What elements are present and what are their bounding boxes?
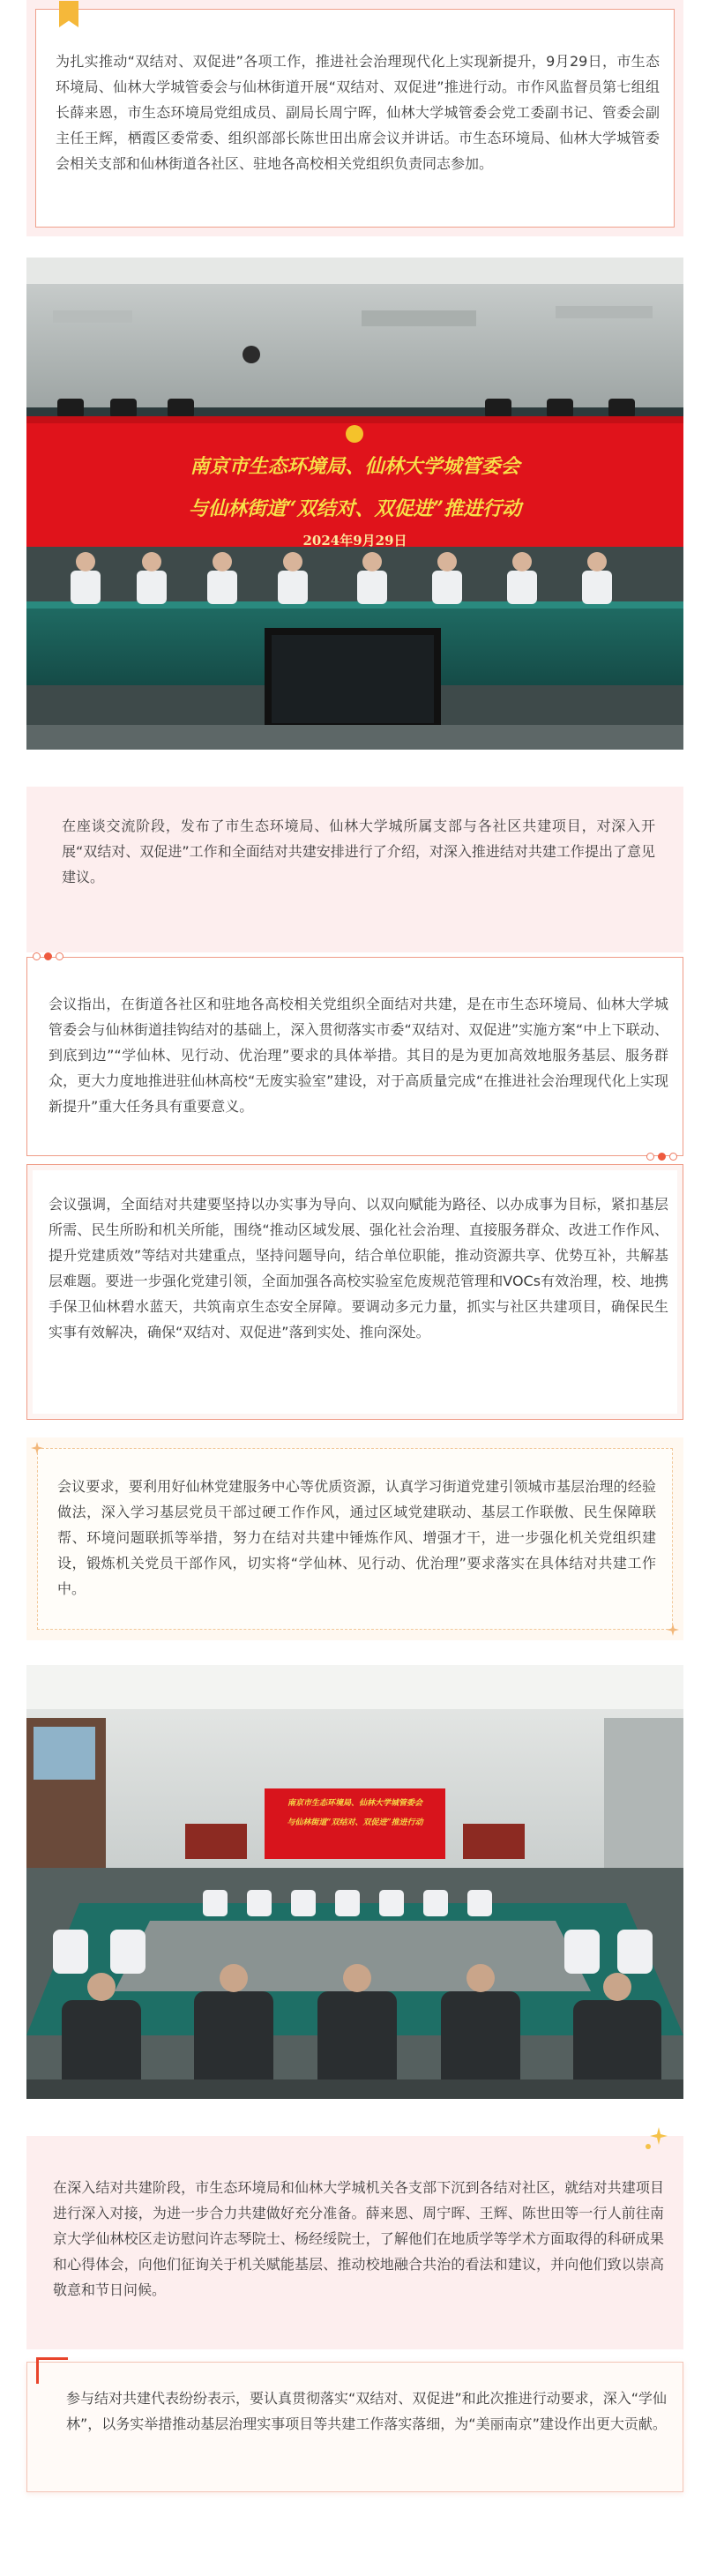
banner-line-1: 南京市生态环境局、仙林大学城管委会 [190,455,520,478]
corner-bracket-decoration [36,2357,68,2384]
bookmark-icon [59,1,78,27]
banner-line-2: 与仙林街道“双结对、双促进”推进行动 [188,497,522,520]
banner2-line-1: 南京市生态环境局、仙林大学城管委会 [287,1799,422,1808]
meeting-photo-2-scene [26,1665,683,2099]
intro-card [35,9,675,228]
banner-text-2 [265,1797,445,1829]
meeting-photo-1 [26,258,683,750]
meeting-emphasis-section [26,1164,683,1420]
intro-paragraph: 为扎实推动“双结对、双促进”各项工作，推进社会治理现代化上实现新提升，9月29日，市生态环境局、仙林大学城管委会与仙林街道开展“双结对、双促进”推进行动。市作风监督员第七组组长薛来恩，市生态环境局党组成员、副局长周宁晖，仙林大学城管委会党工委副书记、管委会副主任王辉，栖霞区委常委、组织部部长陈世田出席会议并讲话。市生态环境局、仙林大学城管委会相关支部和仙林街道各社区、驻地各高校相关党组织负责同志参加。 [56,53,660,172]
meeting-points-paragraph: 会议指出，在街道各社区和驻地各高校相关党组织全面结对共建，是在市生态环境局、仙林大学城管委会与仙林街道挂钩结对的基础上，深入贯彻落实市委“双结对、双促进”实施方案“中上下联动、到底到边”“学仙林、见行动、优治理”要求的具体举措。其目的是为更加高效地服务基层、服务群众，更大力度地推进驻仙林高校“无废实验室”建设，对于高质量完成“在推进社会治理现代化上实现新提升”重大任务具有重要意义。 [49,996,668,1115]
meeting-photo-2 [26,1665,683,2099]
sparkle-decoration-icon [641,2127,671,2152]
corner-star-icon [31,1442,43,1454]
banner-date: 2024年9月29日 [302,533,407,549]
requirements-card [37,1448,673,1630]
exchange-section [26,787,683,952]
exchange-paragraph: 在座谈交流阶段，发布了市生态环境局、仙林大学城所属支部与各社区共建项目，对深入开展“双结对、双促进”工作和全面结对共建安排进行了介绍，对深入推进结对共建工作提出了意见建议。 [62,818,655,885]
deep-partnership-paragraph: 在深入结对共建阶段，市生态环境局和仙林大学城机关各支部下沉到各结对社区，就结对共建项目进行深入对接，为进一步合力共建做好充分准备。薛来恩、周宁晖、王辉、陈世田等一行人前往南京大学仙林校区走访慰问许志琴院士、杨经绥院士，了解他们在地质学等学术方面取得的科研成果和心得体会，向他们征询关于机关赋能基层、推动校地融合共治的看法和建议，并向他们致以崇高敬意和节日问候。 [53,2179,664,2298]
banner-text-1 [26,453,683,554]
intro-section [26,0,683,236]
meeting-requirements-section [26,1437,683,1640]
banner2-line-2: 与仙林街道“双结对、双促进”推进行动 [287,1818,423,1827]
requirements-paragraph: 会议要求，要利用好仙林党建服务中心等优质资源，认真学习街道党建引领城市基层治理的经验做法，深入学习基层党员干部过硬工作作风，通过区域党建联动、基层工作联傲、民生保障联帮、环境问题联抓等举措，努力在结对共建中锤炼作风、增强才干，进一步强化机关党组织建设，锻炼机关党员干部作风，切实将“学仙林、见行动、优治理”要求落实在具体结对共建工作中。 [57,1478,656,1597]
deep-partnership-section [26,2136,683,2349]
dots-decoration-bottom [646,1153,677,1161]
closing-paragraph: 参与结对共建代表纷纷表示，要认真贯彻落实“双结对、双促进”和此次推进行动要求，深入“学仙林”，以务实举措推动基层治理实事项目等共建工作落实落细，为“美丽南京”建设作出更大贡献。 [66,2390,667,2432]
meeting-points-section [26,957,683,1156]
meeting-emphasis-paragraph: 会议强调，全面结对共建要坚持以办实事为导向、以双向赋能为路径、以办成事为目标，紧扣基层所需、民生所盼和机关所能，围绕“推动区域发展、强化社会治理、直接服务群众、改进工作作风、提升党建质效”等结对共建重点，坚持问题导向，结合单位职能，推动资源共享、优势互补，共解基层难题。要进一步强化党建引领，全面加强各高校实验室危废规范管理和VOCs有效治理，校、地携手保卫仙林碧水蓝天，共筑南京生态安全屏障。要调动多元力量，抓实与社区共建项目，确保民生实事有效解决，确保“双结对、双促进”落到实处、推向深处。 [49,1196,668,1340]
closing-section [26,2362,683,2492]
corner-star-icon [667,1624,679,1636]
dots-decoration-top [33,952,63,960]
